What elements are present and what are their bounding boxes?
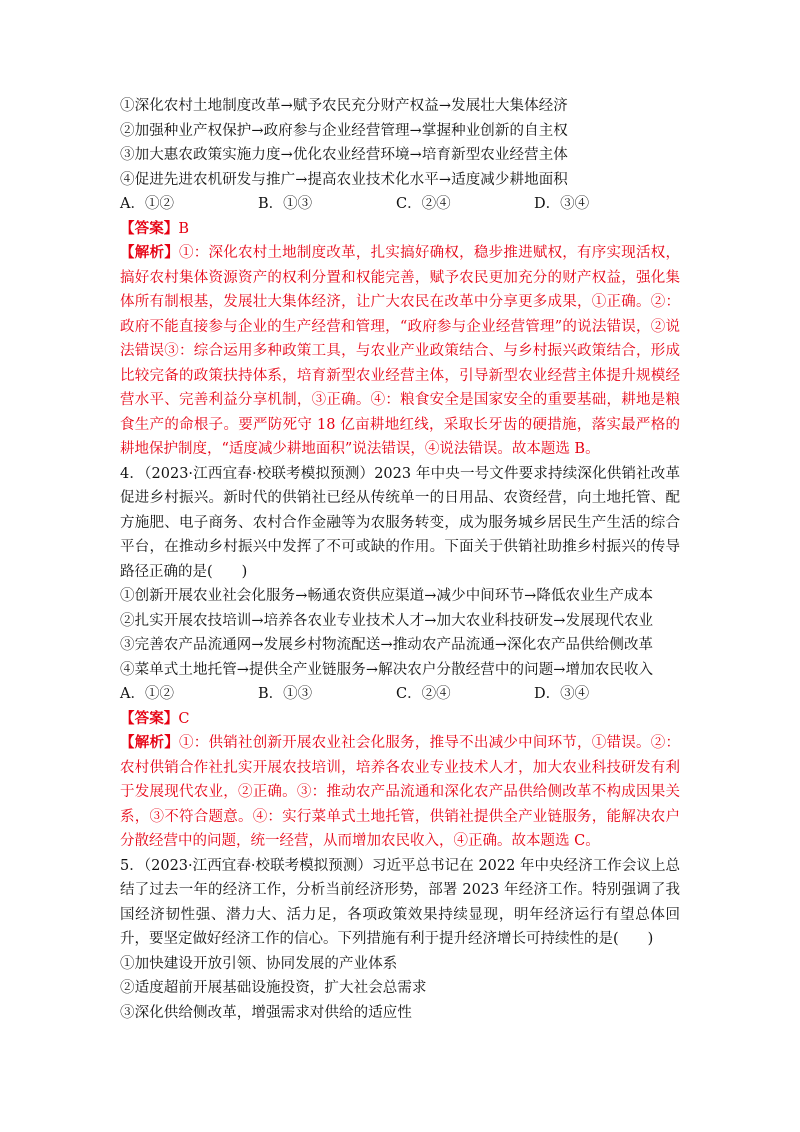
question-3-items: [120, 94, 680, 192]
question-4-stem: 4．（2023·江西宜春·校联考模拟预测）2023 年中央一号文件要求持续深化供销社改革促进乡村振兴。新时代的供销社已经从传统单一的日用品、农资经营，向土地托管、配方施肥、电子商务、农村合作金融等为农服务转变，成为服务城乡居民生产生活的综合平台，在推动乡村振兴中发挥了不可或缺的作用。下面关于供销社助推乡村振兴的传导路径正确的是( ): [120, 465, 680, 580]
answer-tag: 【答案】: [120, 219, 179, 237]
analysis-text: ①：深化农村土地制度改革，扎实搞好确权，稳步推进赋权，有序实现活权，搞好农村集体资源资产的权利分置和权能完善，赋予农民更加充分的财产权益，强化集体所有制根基，发展壮大集体经济，让广大农民在改革中分享更多成果，①正确。②：政府不能直接参与企业的生产经营和管理，“政府参与企业经营管理”的说法错误，②说法错误③：综合运用多种政策工具，与农业产业政策结合、与乡村振兴政策结合，形成比较完备的政策扶持体系，培育新型农业经营主体，引导新型农业经营主体提升规模经营水平、完善利益分享机制，③正确。④：粮食安全是国家安全的重要基础，耕地是粮食生产的命根子。要严防死守 18 亿亩耕地红线，采取长牙齿的硬措施，落实最严格的耕地保护制度，“适度减少耕地面积”说法错误，④说法错误。故本题选 B。: [120, 245, 681, 457]
document-page: [120, 94, 680, 1025]
answer-value: B: [178, 220, 190, 237]
q3-option-d: D．③④: [534, 196, 590, 212]
q3-item: ④促进先进农机研发与推广→提高农业技术化水平→适度减少耕地面积: [120, 171, 568, 188]
answer-tag: 【答案】: [120, 709, 179, 727]
q4-item: ②扎实开展农技培训→培养各农业专业技术人才→加大农业科技研发→发展现代农业: [120, 612, 654, 629]
q3-item: ②加强种业产权保护→政府参与企业经营管理→掌握种业创新的自主权: [120, 122, 568, 139]
q4-item: ③完善农产品流通网→发展乡村物流配送→推动农产品流通→深化农产品供给侧改革: [120, 637, 654, 653]
q3-option-c: C．②④: [396, 196, 451, 212]
q3-answer: [120, 217, 680, 242]
question-4-items: [120, 584, 680, 682]
analysis-tag: 【解析】: [120, 244, 179, 261]
answer-value: C: [178, 710, 190, 727]
q4-item: ④菜单式土地托管→提供全产业链服务→解决农户分散经营中的问题→增加农民收入: [120, 661, 654, 678]
analysis-text: ①：供销社创新开展农业社会化服务，推导不出减少中间环节，①错误。②：农村供销合作社扎实开展农技培训，培养各农业专业技术人才，加大农业科技研发有利于发展现代农业，②正确。③：推动农产品流通和深化农产品供给侧改革不构成因果关系，③不符合题意。④：实行菜单式土地托管，供销社提供全产业链服务，能解决农户分散经营中的问题，统一经营，从而增加农民收入，④正确。故本题选 C。: [120, 735, 681, 849]
q4-option-a: A．①②: [120, 686, 174, 702]
q3-analysis: [120, 241, 680, 462]
q4-item: ①创新开展农业社会化服务→畅通农资供应渠道→减少中间环节→降低农业生产成本: [120, 588, 654, 604]
q4-option-b: B．①③: [258, 686, 313, 702]
question-5-items: [120, 952, 680, 1026]
analysis-tag: 【解析】: [120, 734, 179, 751]
q4-option-d: D．③④: [534, 686, 590, 702]
q3-item: ③加大惠农政策实施力度→优化农业经营环境→培育新型农业经营主体: [120, 147, 568, 163]
q3-option-b: B．①③: [258, 196, 313, 212]
q5-item: ③深化供给侧改革，增强需求对供给的适应性: [120, 1004, 412, 1021]
q4-options: [120, 682, 680, 707]
q3-options: [120, 192, 680, 217]
q5-item: ②适度超前开展基础设施投资，扩大社会总需求: [120, 980, 427, 996]
q4-option-c: C．②④: [396, 686, 451, 702]
question-5-stem: 5．（2023·江西宜春·校联考模拟预测）习近平总书记在 2022 年中央经济工作会议上总结了过去一年的经济工作，分析当前经济形势，部署 2023 年经济工作。特别强调了我国经济韧性强、潜力大、活力足，各项政策效果持续显现，明年经济运行有望总体回升，要坚定做好经济工作的信心。下列措施有利于提升经济增长可持续性的是( ): [120, 857, 680, 947]
q5-item: ①加快建设开放引领、协同发展的产业体系: [120, 955, 398, 972]
q3-item: ①深化农村土地制度改革→赋予农民充分财产权益→发展壮大集体经济: [120, 98, 568, 114]
q4-analysis: [120, 731, 680, 854]
q4-answer: [120, 707, 680, 732]
q3-option-a: A．①②: [120, 196, 174, 212]
